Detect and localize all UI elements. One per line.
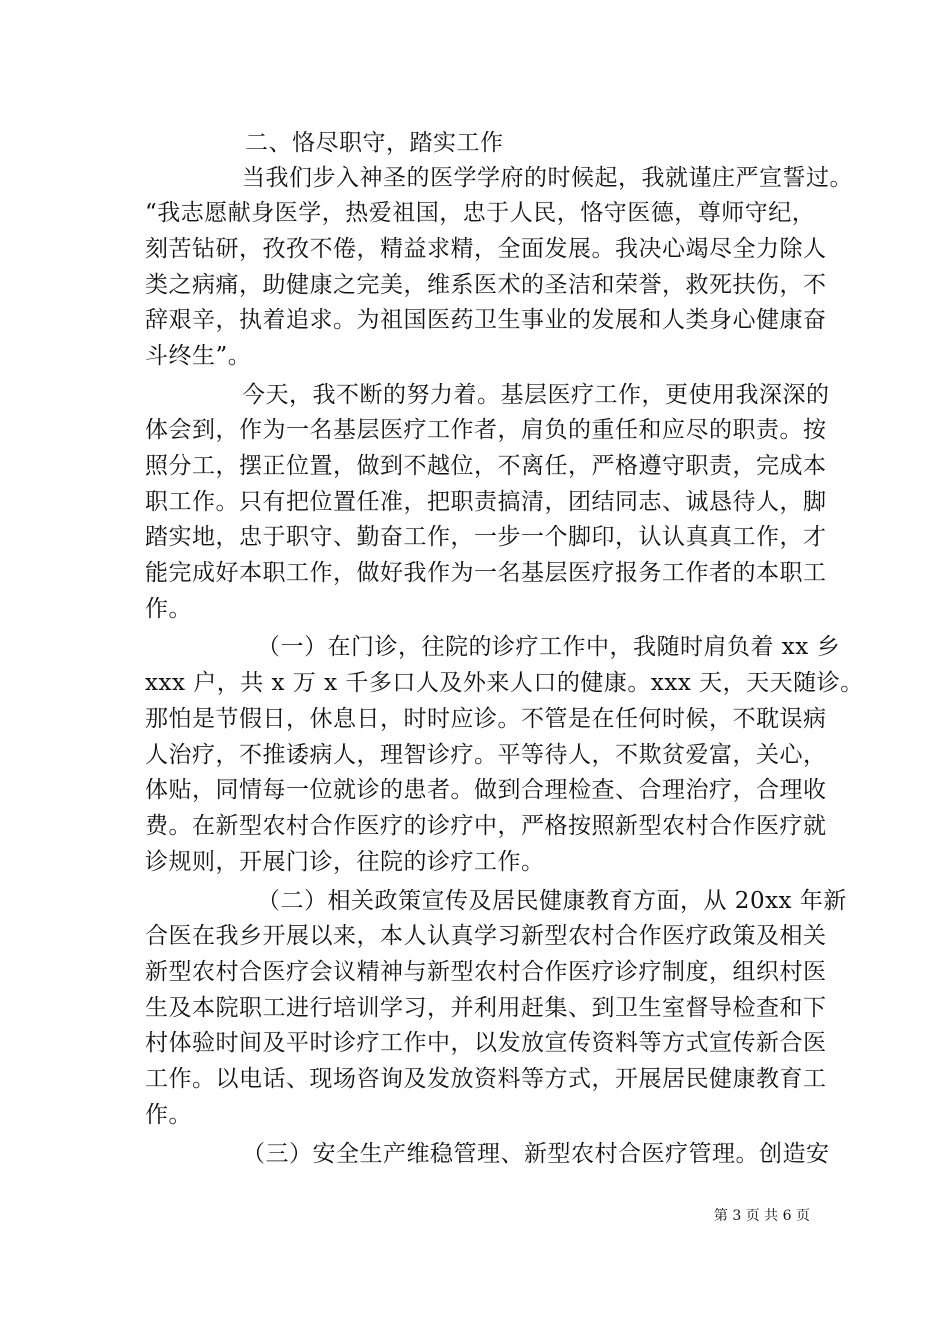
paragraph-line: 人治疗，不推诿病人，理智诊疗。平等待人，不欺贫爱富，关心， — [145, 742, 827, 768]
paragraph-line: （二）相关政策宣传及居民健康教育方面，从 20xx 年新 — [257, 888, 847, 914]
paragraph-line: 生及本院职工进行培训学习，并利用赶集、到卫生室督导检查和下 — [145, 995, 827, 1021]
paragraph-line: 踏实地，忠于职守、勤奋工作，一步一个脚印，认认真真工作，才 — [145, 524, 827, 550]
paragraph-line: 照分工，摆正位置，做到不越位，不离任，严格遵守职责，完成本 — [145, 453, 827, 479]
paragraph-line: 作。 — [145, 1102, 192, 1128]
paragraph-line: 体贴，同情每一位就诊的患者。做到合理检查、合理治疗，合理收 — [145, 777, 827, 803]
paragraph-line: 当我们步入神圣的医学学府的时候起，我就谨庄严宣誓过。 — [242, 165, 853, 191]
section-heading: 二、恪尽职守，踏实工作 — [245, 130, 504, 156]
paragraph-line: 能完成好本职工作，做好我作为一名基层医疗报务工作者的本职工 — [145, 560, 827, 586]
paragraph-line: 工作。以电话、现场咨询及发放资料等方式，开展居民健康教育工 — [145, 1066, 827, 1092]
paragraph-line: 辞艰辛，执着追求。为祖国医药卫生事业的发展和人类身心健康奋 — [145, 307, 827, 333]
paragraph-line: 费。在新型农村合作医疗的诊疗中，严格按照新型农村合作医疗就 — [145, 813, 827, 839]
paragraph-line: 新型农村合医疗会议精神与新型农村合作医疗诊疗制度，组织村医 — [145, 959, 827, 985]
paragraph-line: xxx 户，共 x 万 x 千多口人及外来人口的健康。xxx 天，天天随诊。 — [145, 670, 864, 696]
paragraph-line: 今天，我不断的努力着。基层医疗工作，更使用我深深的 — [242, 382, 830, 408]
paragraph-line: 作。 — [145, 596, 192, 622]
paragraph-line: 职工作。只有把位置任准，把职责搞清，团结同志、诚恳待人，脚 — [145, 489, 827, 515]
paragraph-line: 体会到，作为一名基层医疗工作者，肩负的重任和应尽的职责。按 — [145, 417, 827, 443]
paragraph-line: （一）在门诊，往院的诊疗工作中，我随时肩负着 xx 乡 — [257, 634, 841, 660]
paragraph-line: “我志愿献身医学，热爱祖国，忠于人民，恪守医德，尊师守纪， — [145, 200, 816, 226]
paragraph-line: 合医在我乡开展以来，本人认真学习新型农村合作医疗政策及相关 — [145, 923, 827, 949]
paragraph-line: 类之病痛，助健康之完美，维系医术的圣洁和荣誉，救死扶伤，不 — [145, 272, 827, 298]
paragraph-line: 刻苦钻研，孜孜不倦，精益求精，全面发展。我决心竭尽全力除人 — [145, 236, 827, 262]
page-number: 第 3 页 共 6 页 — [713, 1208, 810, 1224]
paragraph-line: 那怕是节假日，休息日，时时应诊。不管是在任何时候，不耽误病 — [145, 706, 827, 732]
paragraph-line: 斗终生”。 — [145, 343, 252, 369]
paragraph-line: （三）安全生产维稳管理、新型农村合医疗管理。创造安 — [242, 1141, 830, 1167]
paragraph-line: 村体验时间及平时诊疗工作中，以发放宣传资料等方式宣传新合医 — [145, 1030, 827, 1056]
paragraph-line: 诊规则，开展门诊，往院的诊疗工作。 — [145, 849, 545, 875]
